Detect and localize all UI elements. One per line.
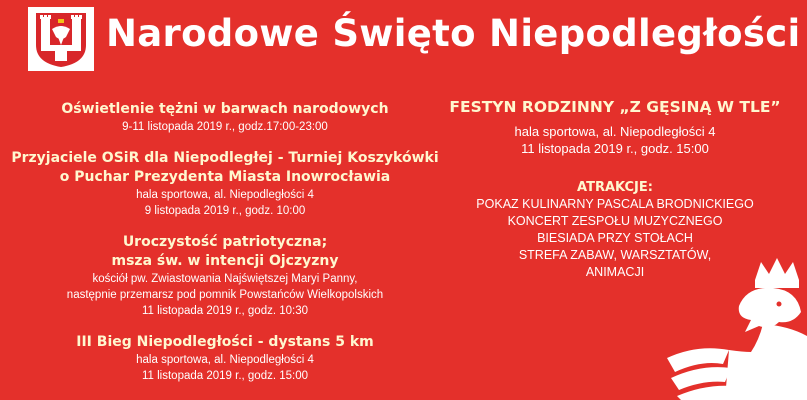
- festyn-date: 11 listopada 2019 r., godz. 15:00: [521, 141, 709, 156]
- event-4: [10, 333, 440, 384]
- event-3-title: Uroczystość patriotyczna;: [122, 234, 328, 250]
- event-2-title: Przyjaciele OSiR dla Niepodległej - Turniej Koszykówki: [11, 150, 439, 166]
- event-3: [10, 233, 440, 319]
- attraction-item: KONCERT ZESPOŁU MUZYCZNEGO: [507, 214, 723, 228]
- attraction-item: BIESIADA PRZY STOŁACH: [537, 231, 693, 245]
- event-4-date: 11 listopada 2019 r., godz. 15:00: [141, 370, 309, 382]
- event-3-route: następnie przemarsz pod pomnik Powstańców Wielkopolskich: [66, 289, 384, 301]
- events-column: [10, 100, 440, 396]
- event-2-date: 9 listopada 2019 r., godz. 10:00: [144, 205, 306, 217]
- event-3-location: kościół pw. Zwiastowania Najświętszej Maryi Panny,: [92, 273, 358, 285]
- event-2-title-line2: o Puchar Prezydenta Miasta Inowrocławia: [59, 169, 391, 185]
- event-4-location: hala sportowa, al. Niepodległości 4: [136, 354, 314, 366]
- attractions-heading: ATRAKCJE:: [577, 180, 653, 195]
- city-crest-logo: [28, 7, 94, 71]
- event-2: [10, 149, 440, 219]
- event-3-date: 11 listopada 2019 r., godz. 10:30: [141, 305, 309, 317]
- attraction-item: POKAZ KULINARNY PASCALA BRODNICKIEGO: [476, 197, 754, 211]
- attraction-item: ANIMACJI: [585, 265, 645, 279]
- festyn-location: hala sportowa, al. Niepodległości 4: [514, 124, 716, 139]
- festyn-title: FESTYN RODZINNY „Z GĘSINĄ W TLE”: [449, 98, 781, 116]
- attraction-item: STREFA ZABAW, WARSZTATÓW,: [518, 248, 712, 262]
- banner-title: Narodowe Święto Niepodległości: [106, 12, 801, 55]
- event-3-title-line2: msza św. w intencji Ojczyzny: [111, 253, 339, 269]
- event-1: [10, 100, 440, 135]
- event-1-date: 9-11 listopada 2019 r., godz.17:00-23:00: [122, 121, 328, 133]
- white-eagle-icon: [667, 240, 807, 400]
- event-1-title: Oświetlenie tężni w barwach narodowych: [61, 101, 389, 117]
- event-2-location: hala sportowa, al. Niepodległości 4: [136, 189, 314, 201]
- event-4-title: III Bieg Niepodległości - dystans 5 km: [76, 334, 374, 350]
